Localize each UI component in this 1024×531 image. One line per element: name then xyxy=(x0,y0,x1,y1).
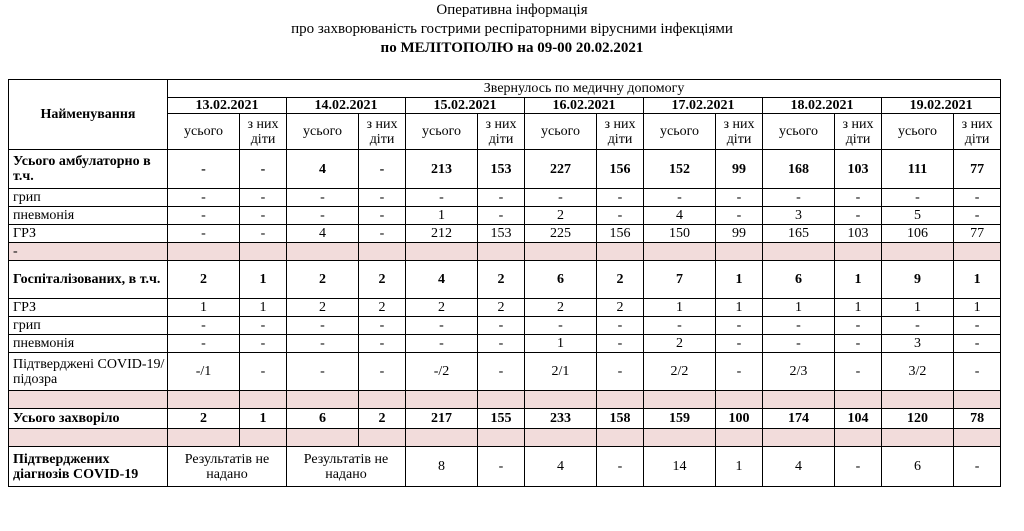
table-cell: - xyxy=(716,317,763,335)
table-cell: 2 xyxy=(525,207,597,225)
table-cell: - xyxy=(954,335,1001,353)
table-cell: 1 xyxy=(406,207,478,225)
table-cell xyxy=(168,243,240,261)
table-cell: - xyxy=(406,189,478,207)
table-cell: - xyxy=(597,353,644,391)
table-cell: 1 xyxy=(716,299,763,317)
subheader-total: усього xyxy=(763,114,835,150)
table-cell xyxy=(597,391,644,409)
table-row xyxy=(9,353,1001,391)
table-cell xyxy=(287,391,359,409)
date-header: 17.02.2021 xyxy=(644,98,763,114)
table-cell: - xyxy=(287,189,359,207)
table-cell: 1 xyxy=(240,299,287,317)
table-cell: - xyxy=(835,207,882,225)
table-cell xyxy=(240,429,287,447)
table-cell xyxy=(406,429,478,447)
table-cell: - xyxy=(597,317,644,335)
table-cell: - xyxy=(835,447,882,487)
table-cell: - xyxy=(168,225,240,243)
table-cell xyxy=(478,391,525,409)
date-header: 15.02.2021 xyxy=(406,98,525,114)
table-cell: - xyxy=(359,225,406,243)
table-cell: 4 xyxy=(644,207,716,225)
table-cell: 1 xyxy=(240,261,287,299)
table-cell: - xyxy=(716,207,763,225)
table-cell: - xyxy=(168,317,240,335)
table-cell: - xyxy=(716,335,763,353)
table-cell xyxy=(763,391,835,409)
table-cell: - xyxy=(954,207,1001,225)
subheader-children: з них діти xyxy=(597,114,644,150)
table-cell: - xyxy=(525,317,597,335)
table-cell: 9 xyxy=(882,261,954,299)
covid-diagnoses-row xyxy=(9,447,1001,487)
table-cell: - xyxy=(406,335,478,353)
no-results-cell: Результатів не надано xyxy=(168,447,287,487)
table-cell: 100 xyxy=(716,409,763,429)
row-label: Усього амбулаторно в т.ч. xyxy=(9,150,168,189)
table-cell: 225 xyxy=(525,225,597,243)
table-cell: 6 xyxy=(882,447,954,487)
table-cell: - xyxy=(240,335,287,353)
table-cell xyxy=(835,243,882,261)
table-cell: - xyxy=(478,447,525,487)
table-cell xyxy=(287,429,359,447)
subheader-total: усього xyxy=(644,114,716,150)
table-cell: 150 xyxy=(644,225,716,243)
table-cell: 2 xyxy=(644,335,716,353)
table-cell: - xyxy=(835,317,882,335)
table-cell xyxy=(716,429,763,447)
date-header: 14.02.2021 xyxy=(287,98,406,114)
row-label: Госпіталізованих, в т.ч. xyxy=(9,261,168,299)
date-header: 16.02.2021 xyxy=(525,98,644,114)
table-cell: 1 xyxy=(882,299,954,317)
table-cell xyxy=(240,243,287,261)
table-row xyxy=(9,335,1001,353)
table-cell xyxy=(525,243,597,261)
table-cell: - xyxy=(763,189,835,207)
table-cell: 1 xyxy=(644,299,716,317)
table-cell: - xyxy=(359,353,406,391)
table-cell xyxy=(882,429,954,447)
table-cell: 213 xyxy=(406,150,478,189)
table-cell: 4 xyxy=(763,447,835,487)
table-cell: 2 xyxy=(597,261,644,299)
table-cell xyxy=(597,243,644,261)
table-cell: 2/2 xyxy=(644,353,716,391)
table-cell xyxy=(406,243,478,261)
table-row xyxy=(9,391,1001,409)
table-cell: - xyxy=(716,189,763,207)
table-cell: - xyxy=(882,317,954,335)
table-cell: -/2 xyxy=(406,353,478,391)
table-cell: 174 xyxy=(763,409,835,429)
table-body xyxy=(9,150,1001,487)
table-cell xyxy=(597,429,644,447)
table-cell: 6 xyxy=(525,261,597,299)
row-label: грип xyxy=(9,317,168,335)
table-cell: 103 xyxy=(835,150,882,189)
table-cell: - xyxy=(287,353,359,391)
table-cell xyxy=(716,243,763,261)
row-label: ГРЗ xyxy=(9,299,168,317)
table-cell: - xyxy=(954,317,1001,335)
date-header: 18.02.2021 xyxy=(763,98,882,114)
row-label: Усього захворіло xyxy=(9,409,168,429)
table-cell: - xyxy=(359,189,406,207)
row-label xyxy=(9,391,168,409)
subheader-children: з них діти xyxy=(478,114,525,150)
table-cell: 212 xyxy=(406,225,478,243)
table-cell xyxy=(835,429,882,447)
table-cell: 77 xyxy=(954,225,1001,243)
table-cell xyxy=(287,243,359,261)
table-cell: 78 xyxy=(954,409,1001,429)
table-cell: 217 xyxy=(406,409,478,429)
table-cell xyxy=(359,429,406,447)
table-cell: - xyxy=(168,189,240,207)
table-cell xyxy=(882,243,954,261)
table-cell: - xyxy=(240,189,287,207)
table-cell: 7 xyxy=(644,261,716,299)
row-label: Підтверджені COVID-19/підозра xyxy=(9,353,168,391)
table-cell: 1 xyxy=(716,261,763,299)
row-label: пневмонія xyxy=(9,207,168,225)
table-cell xyxy=(644,429,716,447)
group-header: Звернулось по медичну допомогу xyxy=(168,80,1001,98)
table-cell: 4 xyxy=(287,150,359,189)
report-header xyxy=(0,0,1024,58)
table-row xyxy=(9,225,1001,243)
table-cell: 2 xyxy=(287,299,359,317)
table-cell: 99 xyxy=(716,150,763,189)
table-cell: 103 xyxy=(835,225,882,243)
table-cell: 156 xyxy=(597,150,644,189)
table-cell: - xyxy=(644,317,716,335)
table-cell: 120 xyxy=(882,409,954,429)
name-column-header: Найменування xyxy=(9,80,168,150)
table-cell: - xyxy=(597,335,644,353)
table-cell: 159 xyxy=(644,409,716,429)
report-table xyxy=(8,79,1001,487)
table-cell: 4 xyxy=(525,447,597,487)
table-cell: - xyxy=(954,353,1001,391)
table-cell: 2 xyxy=(406,299,478,317)
header-subtitle: про захворюваність гострими респіраторними вірусними інфекціями xyxy=(291,21,733,37)
table-cell: - xyxy=(478,189,525,207)
table-cell: 4 xyxy=(287,225,359,243)
table-cell: 8 xyxy=(406,447,478,487)
table-cell xyxy=(525,391,597,409)
table-cell xyxy=(954,429,1001,447)
table-cell xyxy=(359,391,406,409)
table-cell xyxy=(168,391,240,409)
table-cell xyxy=(716,391,763,409)
subheader-children: з них діти xyxy=(240,114,287,150)
subheader-total: усього xyxy=(882,114,954,150)
table-row xyxy=(9,207,1001,225)
table-cell: 2 xyxy=(525,299,597,317)
table-cell: - xyxy=(240,207,287,225)
table-cell: - xyxy=(478,317,525,335)
table-cell: 2 xyxy=(168,261,240,299)
table-cell: 2 xyxy=(478,261,525,299)
row-label: - xyxy=(9,243,168,261)
table-cell: - xyxy=(763,335,835,353)
table-cell xyxy=(954,243,1001,261)
table-cell: 1 xyxy=(835,299,882,317)
table-row xyxy=(9,409,1001,429)
table-cell xyxy=(478,243,525,261)
table-row xyxy=(9,299,1001,317)
table-cell xyxy=(835,391,882,409)
table-cell xyxy=(478,429,525,447)
table-cell: - xyxy=(168,207,240,225)
table-cell: - xyxy=(954,189,1001,207)
row-label: пневмонія xyxy=(9,335,168,353)
table-cell xyxy=(644,243,716,261)
row-label: Підтверджених діагнозів COVID-19 xyxy=(9,447,168,487)
table-cell: - xyxy=(359,150,406,189)
table-row xyxy=(9,150,1001,189)
table-cell xyxy=(406,391,478,409)
table-cell: 6 xyxy=(287,409,359,429)
table-cell: - xyxy=(525,189,597,207)
date-header: 19.02.2021 xyxy=(882,98,1001,114)
table-cell: - xyxy=(478,207,525,225)
row-label: ГРЗ xyxy=(9,225,168,243)
table-cell: 153 xyxy=(478,225,525,243)
table-cell: 4 xyxy=(406,261,478,299)
table-cell: 106 xyxy=(882,225,954,243)
table-cell: - xyxy=(478,335,525,353)
table-cell: - xyxy=(240,225,287,243)
table-cell: - xyxy=(882,189,954,207)
table-cell: 2 xyxy=(168,409,240,429)
table-cell: 1 xyxy=(835,261,882,299)
table-cell: - xyxy=(478,353,525,391)
subheader-children: з них діти xyxy=(359,114,406,150)
row-label: грип xyxy=(9,189,168,207)
table-cell: - xyxy=(835,353,882,391)
table-cell: 5 xyxy=(882,207,954,225)
table-cell: - xyxy=(644,189,716,207)
table-cell: - xyxy=(287,317,359,335)
subheader-total: усього xyxy=(287,114,359,150)
table-cell: 3 xyxy=(763,207,835,225)
table-cell: -/1 xyxy=(168,353,240,391)
table-cell xyxy=(763,243,835,261)
table-cell: - xyxy=(406,317,478,335)
table-cell xyxy=(168,429,240,447)
table-row xyxy=(9,261,1001,299)
table-cell: 104 xyxy=(835,409,882,429)
table-cell: 1 xyxy=(168,299,240,317)
subheader-total: усього xyxy=(168,114,240,150)
table-row xyxy=(9,317,1001,335)
subheader-total: усього xyxy=(406,114,478,150)
table-cell: 152 xyxy=(644,150,716,189)
table-row xyxy=(9,243,1001,261)
table-cell: - xyxy=(359,207,406,225)
table-cell xyxy=(525,429,597,447)
table-cell: 1 xyxy=(954,261,1001,299)
table-cell: 165 xyxy=(763,225,835,243)
table-cell xyxy=(954,391,1001,409)
subheader-total: усього xyxy=(525,114,597,150)
table-cell: 1 xyxy=(525,335,597,353)
table-cell: 227 xyxy=(525,150,597,189)
table-cell: 158 xyxy=(597,409,644,429)
table-cell: 155 xyxy=(478,409,525,429)
table-cell: - xyxy=(359,317,406,335)
table-cell: 111 xyxy=(882,150,954,189)
table-cell: - xyxy=(597,189,644,207)
table-cell: - xyxy=(168,335,240,353)
table-cell: 2 xyxy=(287,261,359,299)
subheader-children: з них діти xyxy=(954,114,1001,150)
table-cell: - xyxy=(835,189,882,207)
table-cell: 99 xyxy=(716,225,763,243)
table-cell: - xyxy=(240,353,287,391)
table-cell: - xyxy=(835,335,882,353)
table-cell: 2 xyxy=(597,299,644,317)
table-cell: 2 xyxy=(359,299,406,317)
table-cell: - xyxy=(287,335,359,353)
row-label xyxy=(9,429,168,447)
table-cell: 153 xyxy=(478,150,525,189)
subheader-children: з них діти xyxy=(716,114,763,150)
table-cell: 6 xyxy=(763,261,835,299)
table-cell: - xyxy=(168,150,240,189)
table-cell: - xyxy=(359,335,406,353)
table-cell: 14 xyxy=(644,447,716,487)
table-cell: - xyxy=(240,150,287,189)
table-cell: 3/2 xyxy=(882,353,954,391)
table-cell: 2 xyxy=(478,299,525,317)
table-cell: 1 xyxy=(763,299,835,317)
subheader-children: з них діти xyxy=(835,114,882,150)
table-cell: 2/1 xyxy=(525,353,597,391)
table-cell xyxy=(644,391,716,409)
table-cell: - xyxy=(597,207,644,225)
table-cell xyxy=(763,429,835,447)
header-title: Оперативна інформація xyxy=(436,2,588,18)
table-cell: 2/3 xyxy=(763,353,835,391)
table-cell: - xyxy=(763,317,835,335)
table-cell: 168 xyxy=(763,150,835,189)
table-cell: 2 xyxy=(359,261,406,299)
table-cell: 3 xyxy=(882,335,954,353)
table-cell: 156 xyxy=(597,225,644,243)
table-cell xyxy=(359,243,406,261)
table-cell: - xyxy=(240,317,287,335)
no-results-cell: Результатів не надано xyxy=(287,447,406,487)
table-cell: 233 xyxy=(525,409,597,429)
table-cell: - xyxy=(954,447,1001,487)
table-cell: 2 xyxy=(359,409,406,429)
table-cell xyxy=(240,391,287,409)
date-header: 13.02.2021 xyxy=(168,98,287,114)
table-cell: 1 xyxy=(954,299,1001,317)
table-cell: 1 xyxy=(240,409,287,429)
table-cell: 1 xyxy=(716,447,763,487)
table-cell: - xyxy=(287,207,359,225)
table-cell: 77 xyxy=(954,150,1001,189)
table-cell xyxy=(882,391,954,409)
table-cell: - xyxy=(597,447,644,487)
header-location-date: по МЕЛІТОПОЛЮ на 09-00 20.02.2021 xyxy=(380,40,644,56)
table-row xyxy=(9,189,1001,207)
table-row xyxy=(9,429,1001,447)
table-cell: - xyxy=(716,353,763,391)
